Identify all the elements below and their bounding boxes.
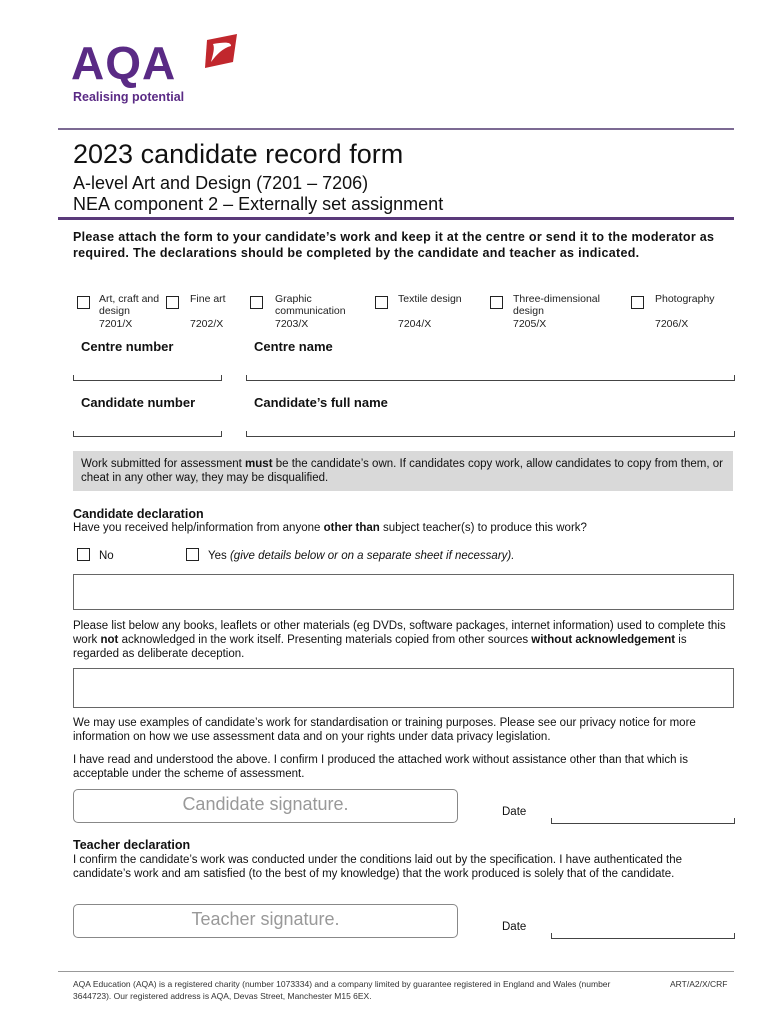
checkbox-no[interactable] xyxy=(77,548,90,561)
option-label-fine-art: Fine art xyxy=(190,293,226,305)
yes-label: Yes (give details below or on a separate sheet if necessary). xyxy=(208,550,515,562)
page-subtitle-component: NEA component 2 – Externally set assignment xyxy=(73,194,444,214)
option-label-three-dimensional-design: Three-dimensional design xyxy=(513,293,600,317)
privacy-text: We may use examples of candidate’s work for standardisation or training purposes. Please see our privacy notice for more information on how we use assessment data and on your rights under data privacy legislation. xyxy=(73,717,696,743)
candidate-number-label: Candidate number xyxy=(81,395,196,410)
help-details-box[interactable] xyxy=(73,574,734,610)
aqa-logo-flag-icon xyxy=(203,32,241,72)
teacher-declaration-text: I confirm the candidate’s work was conducted under the conditions laid out by the specification. I have authenticated the candidate’s work and am satisfied (to the best of my knowledge) that the work produced is solely that of the candidate. xyxy=(73,854,683,880)
candidate-name-field[interactable] xyxy=(246,431,735,437)
checkbox-three-dimensional-design[interactable] xyxy=(490,296,503,309)
centre-number-label: Centre number xyxy=(81,339,174,354)
teacher-date-label: Date xyxy=(502,921,527,933)
option-label-photography: Photography xyxy=(655,293,715,305)
teacher-signature-box[interactable]: Teacher signature. xyxy=(73,904,458,938)
candidate-date-label: Date xyxy=(502,806,527,818)
aqa-logo-wordmark: AQA xyxy=(71,37,177,89)
option-label-art-craft-design: Art, craft and design xyxy=(99,293,160,317)
option-code-7203: 7203/X xyxy=(275,318,309,330)
top-divider xyxy=(58,128,734,130)
no-label: No xyxy=(99,550,114,562)
footer-divider xyxy=(58,971,734,972)
checkbox-fine-art[interactable] xyxy=(166,296,179,309)
checkbox-textile-design[interactable] xyxy=(375,296,388,309)
materials-box[interactable] xyxy=(73,668,734,708)
checkbox-yes[interactable] xyxy=(186,548,199,561)
option-code-7206: 7206/X xyxy=(655,318,689,330)
candidate-number-field[interactable] xyxy=(73,431,222,437)
centre-name-field[interactable] xyxy=(246,375,735,381)
intro-instructions: Please attach the form to your candidate’s work and keep it at the centre or send it to the moderator as required. The declarations should be completed by the candidate and teacher as indicated. xyxy=(73,230,715,260)
page-title: 2023 candidate record form xyxy=(73,139,404,169)
footer-legal-text: AQA Education (AQA) is a registered charity (number 1073334) and a company limited by guarantee registered in England and Wales (number 3644723). Our registered address is AQA, Devas Street, Manchester M15 6EX. xyxy=(73,979,611,1001)
candidate-signature-box[interactable]: Candidate signature. xyxy=(73,789,458,823)
candidate-date-field[interactable] xyxy=(551,818,735,824)
centre-name-label: Centre name xyxy=(254,339,333,354)
centre-number-field[interactable] xyxy=(73,375,222,381)
footer-reference: ART/A2/X/CRF xyxy=(670,979,728,989)
option-code-7204: 7204/X xyxy=(398,318,432,330)
materials-instructions: Please list below any books, leaflets or other materials (eg DVDs, software packages, internet information) used to complete this work not acknowledged in the work itself. Presenting materials copied from other sources without acknowledgement is regarded as deliberate deception. xyxy=(73,620,726,660)
option-code-7201: 7201/X xyxy=(99,318,133,330)
teacher-declaration-heading: Teacher declaration xyxy=(73,838,191,852)
checkbox-photography[interactable] xyxy=(631,296,644,309)
help-question: Have you received help/information from anyone other than subject teacher(s) to produce this work? xyxy=(73,522,587,534)
teacher-date-field[interactable] xyxy=(551,933,735,939)
disqualification-notice: Work submitted for assessment must be the candidate’s own. If candidates copy work, allow candidates to copy from them, or cheat in any other way, they may be disqualified. xyxy=(73,451,733,491)
option-code-7202: 7202/X xyxy=(190,318,224,330)
checkbox-graphic-communication[interactable] xyxy=(250,296,263,309)
confirmation-text: I have read and understood the above. I confirm I produced the attached work without assistance other than that which is acceptable under the scheme of assessment. xyxy=(73,754,688,780)
candidate-declaration-heading: Candidate declaration xyxy=(73,507,204,521)
option-label-graphic-communication: Graphic communication xyxy=(275,293,346,317)
logo-tagline: Realising potential xyxy=(73,90,185,104)
page-subtitle-spec: A-level Art and Design (7201 – 7206) xyxy=(73,173,369,193)
candidate-name-label: Candidate’s full name xyxy=(254,395,388,410)
checkbox-art-craft-design[interactable] xyxy=(77,296,90,309)
title-divider xyxy=(58,217,734,220)
option-label-textile-design: Textile design xyxy=(398,293,462,305)
option-code-7205: 7205/X xyxy=(513,318,547,330)
